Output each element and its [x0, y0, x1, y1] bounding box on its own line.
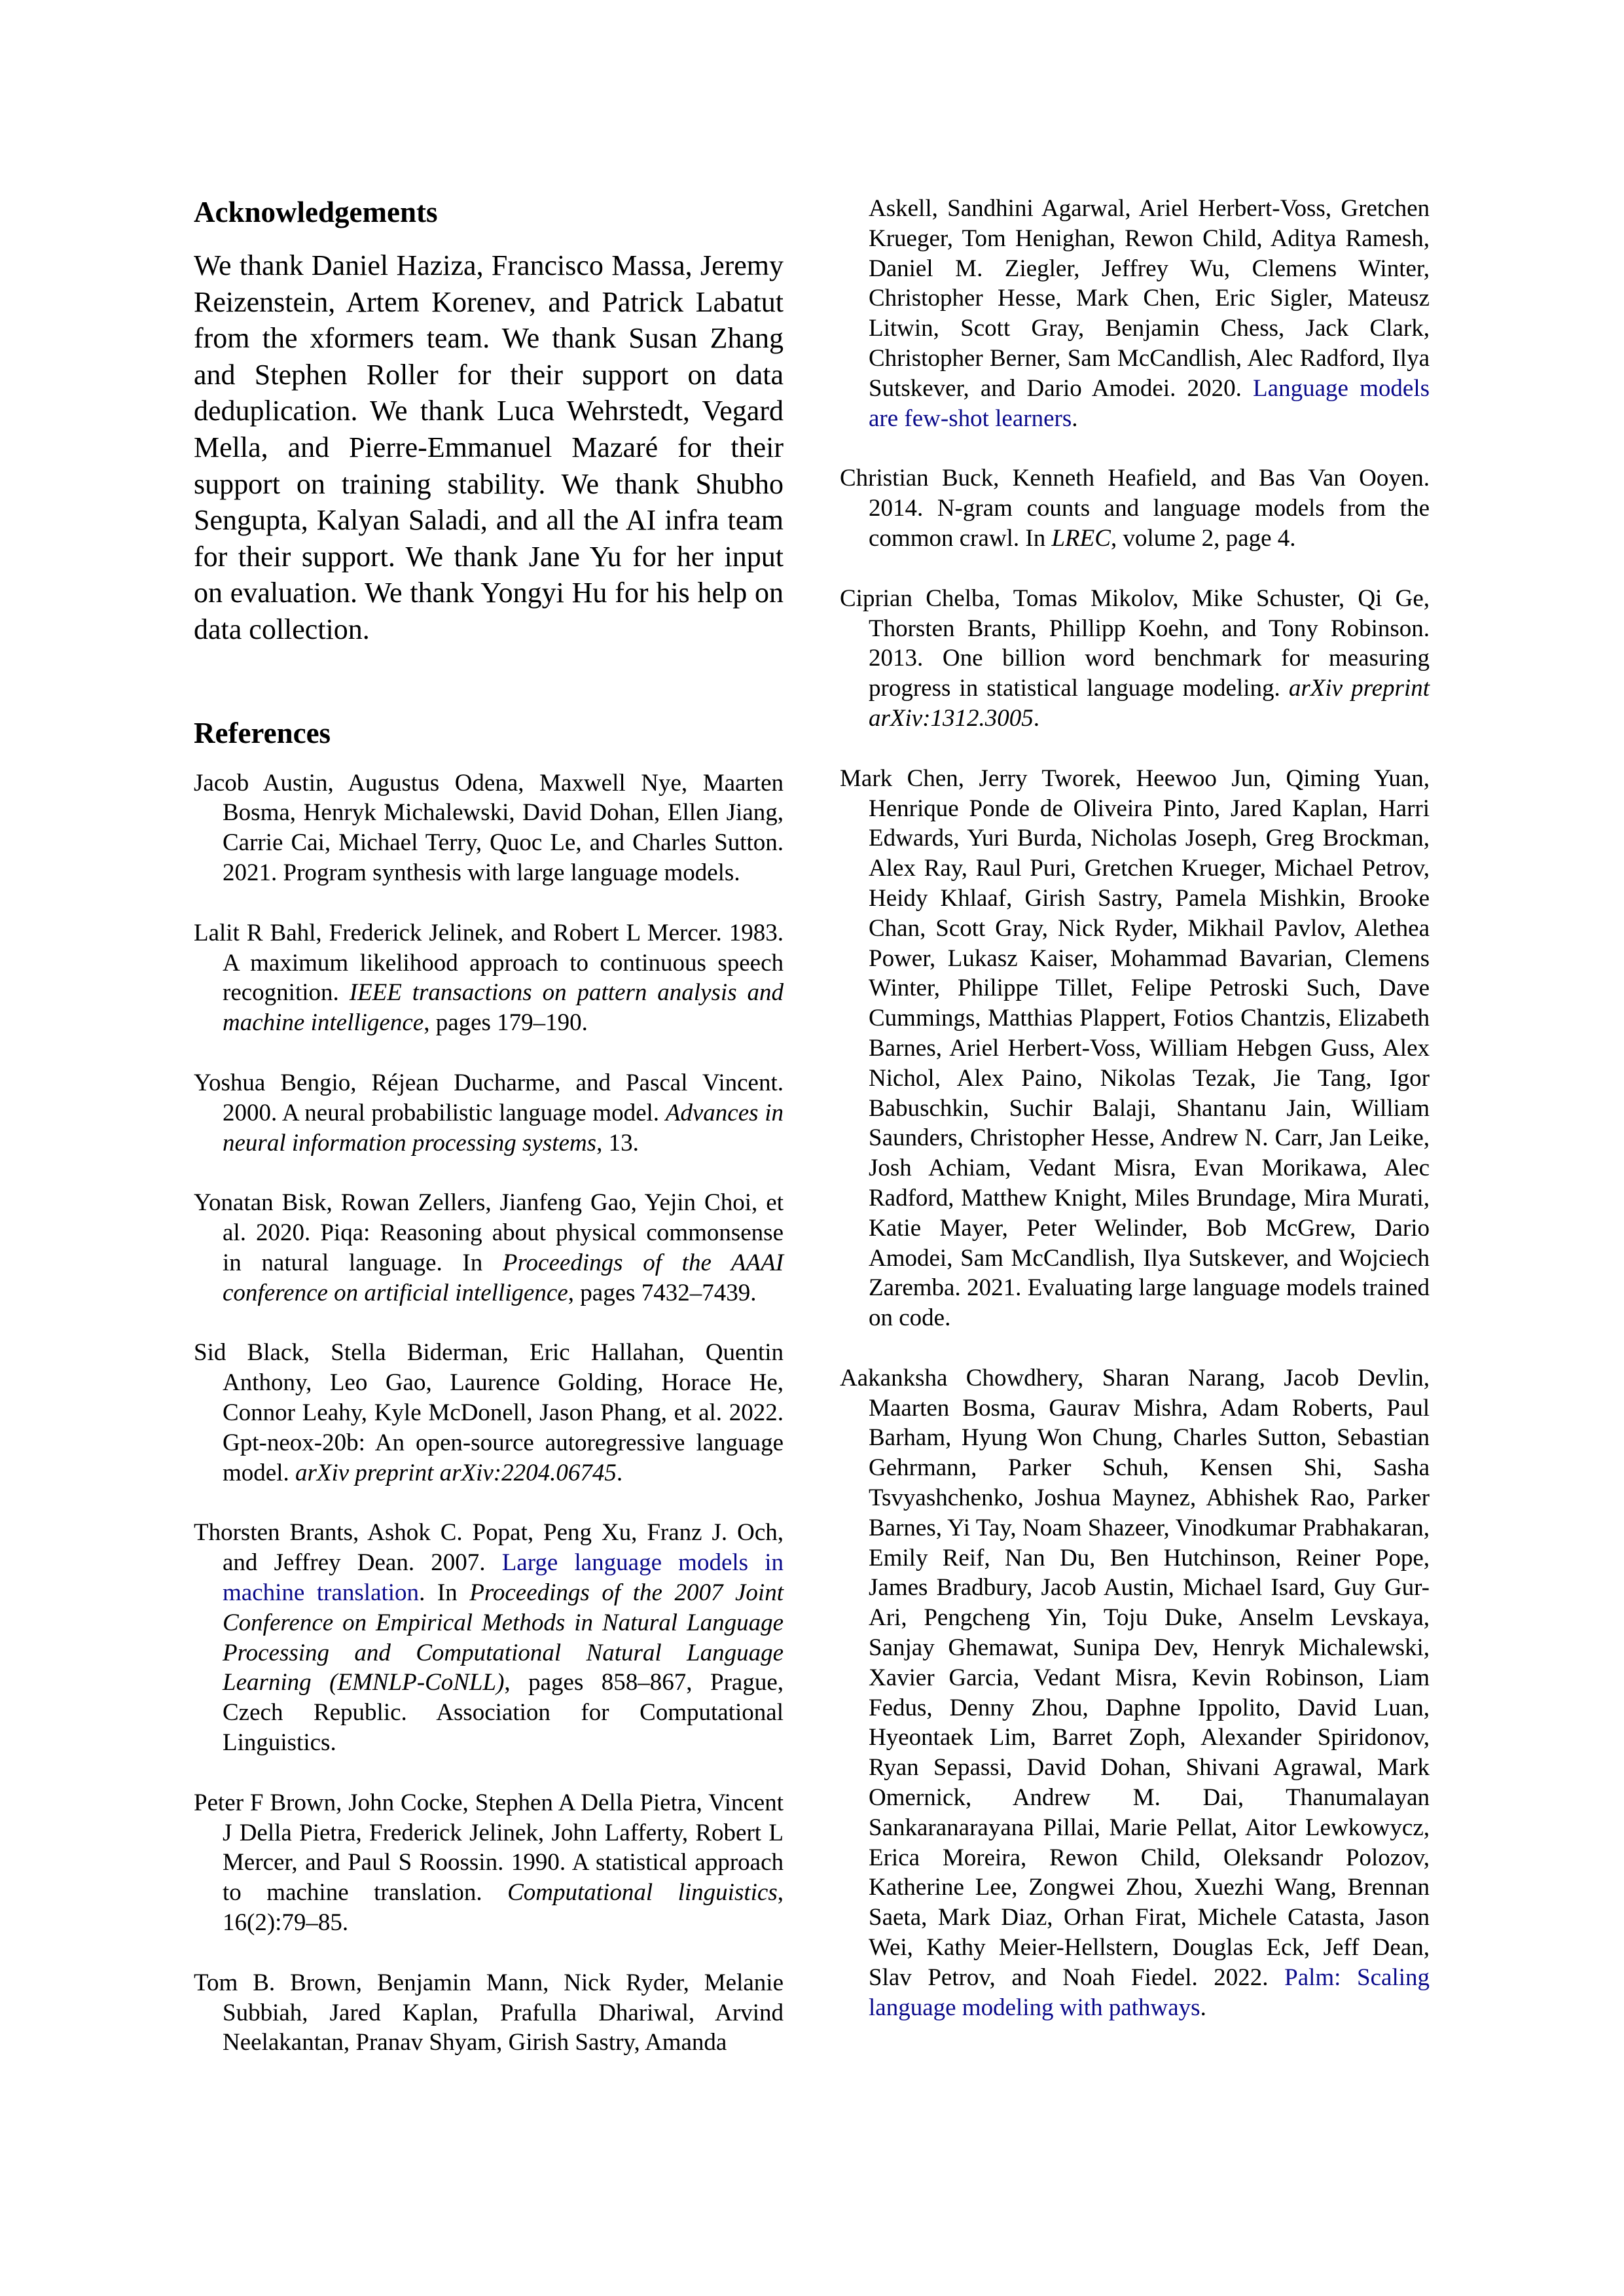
reference-link[interactable]: Large language models in machine translation: [223, 1549, 784, 1607]
reference-text: Ciprian Chelba, Tomas Mikolov, Mike Schuster, Qi Ge, Thorsten Brants, Phillipp Koehn, and Tony Robinson. 2013. One billion word benchmark for measuring progress in statistical language modeling.: [840, 584, 1430, 702]
reference-text: Tom B. Brown, Benjamin Mann, Nick Ryder, Melanie Subbiah, Jared Kaplan, Prafulla Dhariwal, Arvind Neelakantan, Pranav Shyam, Girish Sastry, Amanda: [194, 1969, 784, 2056]
reference-text: Yonatan Bisk, Rowan Zellers, Jianfeng Gao, Yejin Choi, et al. 2020. Piqa: Reasoning about physical commonsense in natural language. In: [194, 1189, 784, 1276]
reference-entry-continued: [840, 194, 1430, 433]
reference-tail: , 16(2):79–85.: [223, 1879, 784, 1937]
reference-text: Sid Black, Stella Biderman, Eric Hallahan, Quentin Anthony, Leo Gao, Laurence Golding, Horace He, Connor Leahy, Kyle McDonell, Jason Phang, et al. 2022. Gpt-neox-20b: An open-source autoregressive language model.: [194, 1339, 784, 1486]
reference-venue: Proceedings of the AAAI conference on artificial intelligence: [223, 1249, 784, 1306]
reference-venue: Advances in neural information processing systems: [223, 1099, 784, 1157]
reference-tail: , pages 858–867, Prague, Czech Republic. Association for Computational Linguistics.: [223, 1669, 784, 1757]
reference-text: Christian Buck, Kenneth Heafield, and Bas Van Ooyen. 2014. N-gram counts and language models from the common crawl. In: [840, 465, 1430, 552]
reference-link[interactable]: Language models are few-shot learners: [869, 374, 1430, 432]
reference-tail: , volume 2, page 4.: [1110, 524, 1296, 552]
acknowledgements-body: We thank Daniel Haziza, Francisco Massa, Jeremy Reizenstein, Artem Korenev, and Patrick Labatut from the xformers team. We thank Susan Zhang and Stephen Roller for their support on data deduplication. We thank Luca Wehrstedt, Vegard Mella, and Pierre-Emmanuel Mazaré for their support on training stability. We thank Shubho Sengupta, Kalyan Saladi, and all the AI infra team for their support. We thank Jane Yu for her input on evaluation. We thank Yongyi Hu for his help on data collection.: [194, 249, 784, 645]
acknowledgements-heading: Acknowledgements: [194, 196, 438, 228]
reference-entry: [194, 1338, 784, 1488]
reference-text: Thorsten Brants, Ashok C. Popat, Peng Xu, Franz J. Och, and Jeffrey Dean. 2007.: [194, 1519, 784, 1577]
reference-tail: , pages 179–190.: [424, 1009, 588, 1037]
reference-tail: , 13.: [596, 1129, 639, 1157]
reference-entry: [840, 1363, 1430, 2023]
reference-venue: arXiv preprint arXiv:1312.3005: [869, 675, 1430, 732]
reference-entry: [194, 1968, 784, 2058]
reference-entry: [840, 764, 1430, 1333]
reference-tail: .: [616, 1459, 623, 1486]
reference-venue: Proceedings of the 2007 Joint Conference on Empirical Methods in Natural Language Processing and Computational Natural Language Learning (EMNLP-CoNLL): [223, 1579, 784, 1696]
reference-text-continued: . In: [419, 1579, 458, 1607]
reference-entry: [194, 918, 784, 1038]
reference-entry: [194, 1788, 784, 1938]
right-column: [840, 194, 1430, 2053]
reference-tail: , pages 7432–7439.: [568, 1279, 757, 1306]
reference-entry: [840, 463, 1430, 553]
reference-tail: .: [1072, 404, 1078, 432]
reference-link[interactable]: Palm: Scaling language modeling with pathways: [869, 1964, 1430, 2021]
reference-venue: IEEE transactions on pattern analysis and machine intelligence: [223, 979, 784, 1037]
reference-text: Mark Chen, Jerry Tworek, Heewoo Jun, Qiming Yuan, Henrique Ponde de Oliveira Pinto, Jared Kaplan, Harri Edwards, Yuri Burda, Nicholas Joseph, Greg Brockman, Alex Ray, Raul Puri, Gretchen Krueger, Michael Petrov, Heidy Khlaaf, Girish Sastry, Pamela Mishkin, Brooke Chan, Scott Gray, Nick Ryder, Mikhail Pavlov, Alethea Power, Lukasz Kaiser, Mohammad Bavarian, Clemens Winter, Philippe Tillet, Felipe Petroski Such, Dave Cummings, Matthias Plappert, Fotios Chantzis, Elizabeth Barnes, Ariel Herbert-Voss, William Hebgen Guss, Alex Nichol, Alex Paino, Nikolas Tezak, Jie Tang, Igor Babuschkin, Suchir Balaji, Shantanu Jain, William Saunders, Christopher Hesse, Andrew N. Carr, Jan Leike, Josh Achiam, Vedant Misra, Evan Morikawa, Alec Radford, Matthew Knight, Miles Brundage, Mira Murati, Katie Mayer, Peter Welinder, Bob McGrew, Dario Amodei, Sam McCandlish, Ilya Sutskever, and Wojciech Zaremba. 2021. Evaluating large language models trained on code.: [840, 764, 1430, 1332]
reference-text: Lalit R Bahl, Frederick Jelinek, and Robert L Mercer. 1983. A maximum likelihood approach to continuous speech recognition.: [194, 919, 784, 1007]
reference-venue: arXiv preprint arXiv:2204.06745: [295, 1459, 617, 1486]
references-heading: References: [194, 716, 331, 749]
reference-tail: .: [1033, 704, 1040, 732]
reference-text: Peter F Brown, John Cocke, Stephen A Della Pietra, Vincent J Della Pietra, Frederick Jelinek, John Lafferty, Robert L Mercer, and Paul S Roossin. 1990. A statistical approach to machine translation.: [194, 1789, 784, 1907]
reference-tail: .: [1200, 1994, 1206, 2021]
reference-entry: [194, 768, 784, 888]
reference-text: Jacob Austin, Augustus Odena, Maxwell Nye, Maarten Bosma, Henryk Michalewski, David Dohan, Ellen Jiang, Carrie Cai, Michael Terry, Quoc Le, and Charles Sutton. 2021. Program synthesis with large language models.: [194, 769, 784, 886]
reference-text: Yoshua Bengio, Réjean Ducharme, and Pascal Vincent. 2000. A neural probabilistic language model.: [194, 1069, 784, 1126]
reference-entry: [194, 1188, 784, 1308]
reference-entry: [194, 1068, 784, 1158]
reference-text: Aakanksha Chowdhery, Sharan Narang, Jacob Devlin, Maarten Bosma, Gaurav Mishra, Adam Roberts, Paul Barham, Hyung Won Chung, Charles Sutton, Sebastian Gehrmann, Parker Schuh, Kensen Shi, Sasha Tsvyashchenko, Joshua Maynez, Abhishek Rao, Parker Barnes, Yi Tay, Noam Shazeer, Vinodkumar Prabhakaran, Emily Reif, Nan Du, Ben Hutchinson, Reiner Pope, James Bradbury, Jacob Austin, Michael Isard, Guy Gur-Ari, Pengcheng Yin, Toju Duke, Anselm Levskaya, Sanjay Ghemawat, Sunipa Dev, Henryk Michalewski, Xavier Garcia, Vedant Misra, Kevin Robinson, Liam Fedus, Denny Zhou, Daphne Ippolito, David Luan, Hyeontaek Lim, Barret Zoph, Alexander Spiridonov, Ryan Sepassi, David Dohan, Shivani Agrawal, Mark Omernick, Andrew M. Dai, Thanumalayan Sankaranarayana Pillai, Marie Pellat, Aitor Lewkowycz, Erica Moreira, Rewon Child, Oleksandr Polozov, Katherine Lee, Zongwei Zhou, Xuezhi Wang, Brennan Saeta, Mark Diaz, Orhan Firat, Michele Catasta, Jason Wei, Kathy Meier-Hellstern, Douglas Eck, Jeff Dean, Slav Petrov, and Noah Fiedel. 2022.: [840, 1364, 1430, 1991]
reference-venue: LREC: [1051, 524, 1111, 552]
left-column: [194, 194, 784, 2088]
reference-venue: Computational linguistics: [507, 1879, 778, 1907]
reference-text: Askell, Sandhini Agarwal, Ariel Herbert-Voss, Gretchen Krueger, Tom Henighan, Rewon Child, Aditya Ramesh, Daniel M. Ziegler, Jeffrey Wu, Clemens Winter, Christopher Hesse, Mark Chen, Eric Sigler, Mateusz Litwin, Scott Gray, Benjamin Chess, Jack Clark, Christopher Berner, Sam McCandlish, Alec Radford, Ilya Sutskever, and Dario Amodei. 2020.: [869, 195, 1430, 402]
reference-entry: [840, 584, 1430, 734]
reference-entry: [194, 1518, 784, 1757]
